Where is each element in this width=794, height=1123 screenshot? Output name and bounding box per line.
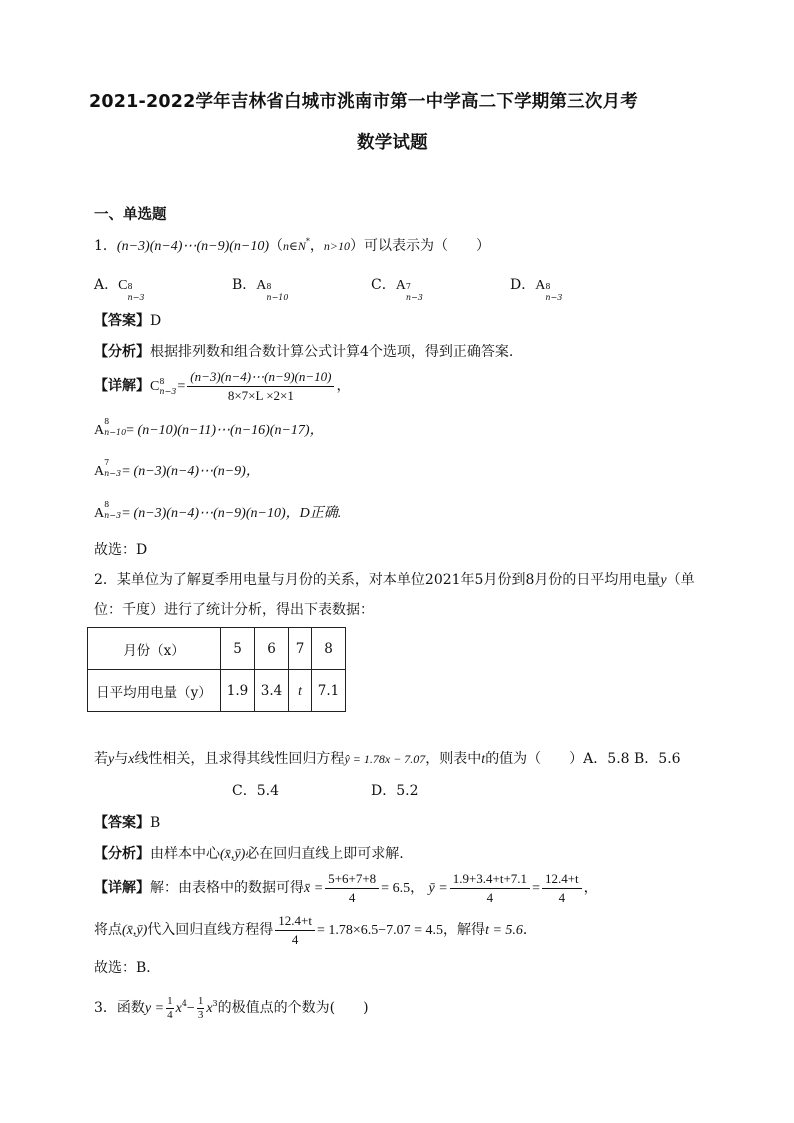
option-symbol: C — [118, 278, 128, 293]
fraction-denominator: 8×7×L ×2×1 — [227, 387, 294, 403]
fraction-numerator: 1 — [197, 994, 204, 1007]
q2-var-t: t — [481, 752, 486, 767]
option-letter: D． — [510, 277, 536, 293]
detail-text: 将点 — [94, 922, 122, 938]
equals: = — [532, 881, 540, 896]
answer-label: 【答案】 — [94, 313, 150, 329]
table-row — [88, 670, 346, 712]
q2-condition — [94, 749, 681, 770]
section-heading: 一、单选题 — [94, 207, 167, 223]
q1-option-d — [510, 275, 563, 302]
detail-label: 【详解】 — [94, 880, 150, 896]
q2-cond-text: 与 — [114, 751, 129, 767]
ybar-symbol: ȳ = — [428, 881, 448, 896]
q1-cond-sep: ， — [309, 238, 324, 254]
q2-var-y: y — [108, 752, 115, 767]
fraction-denominator: 4 — [486, 889, 494, 905]
q3-y-equals: y = — [144, 1001, 165, 1016]
fraction-numerator: (n−3)(n−4)⋯(n−9)(n−10) — [187, 369, 334, 387]
option-sup: 8 — [266, 282, 272, 291]
q1-expression: (n−3)(n−4)⋯(n−9)(n−10) — [116, 239, 270, 254]
table-cell: 7.1 — [312, 670, 346, 712]
q2-analysis — [94, 844, 404, 865]
q1-option-b — [232, 275, 289, 302]
q2-cond-options: 的值为（ ）A．5.8 B．5.6 — [485, 751, 681, 767]
q2-cond-text: 若 — [94, 751, 108, 767]
option-letter: A． — [94, 277, 119, 293]
option-symbol: A — [395, 278, 406, 293]
option-symbol: A — [535, 278, 546, 293]
fraction-numerator: 12.4+t — [542, 871, 582, 889]
q1-stem — [94, 232, 490, 257]
option-sup: 7 — [405, 282, 411, 291]
option-sup: 8 — [127, 282, 133, 291]
q1-detail-expr2: (n−10)(n−11)⋯(n−16)(n−17)， — [137, 423, 324, 438]
q1-cond-close: ） — [350, 238, 365, 254]
perm-sup: 7 — [104, 458, 110, 467]
option-sub: n−3 — [545, 293, 563, 302]
fraction-numerator: 1 — [167, 994, 173, 1007]
q1-condition-star: * — [305, 237, 310, 246]
q2-stem-tail: （单 — [666, 572, 695, 588]
q2-choose — [94, 958, 160, 978]
table-cell: 5 — [221, 628, 255, 670]
ybar-fraction-2 — [542, 871, 582, 906]
table-cell: 6 — [255, 628, 289, 670]
q1-detail-expr3: (n−3)(n−4)⋯(n−9)， — [133, 464, 260, 479]
q3-exponent: 3 — [212, 999, 218, 1008]
q1-cond-open: （ — [269, 238, 284, 254]
q1-detail-line2: A 8 n−10 = (n−10)(n−11)⋯(n−16)(n−17)， — [94, 420, 324, 441]
fraction-denominator: 4 — [291, 931, 299, 947]
option-letter: B． — [232, 277, 257, 293]
choose-value: B． — [136, 960, 161, 976]
option-symbol: A — [256, 278, 267, 293]
q1-detail-fraction — [187, 369, 334, 404]
q2-option-c: C．5.4 — [232, 783, 279, 799]
detail-text: 解：由表格中的数据可得 — [150, 880, 304, 896]
answer-value: D — [150, 313, 162, 329]
fraction-numerator: 1.9+3.4+t+7.1 — [450, 871, 530, 889]
q1-number: 1． — [94, 238, 117, 254]
q2-data-table — [87, 627, 346, 712]
document-title: 2021-2022学年吉林省白城市洮南市第一中学高二下学期第三次月考 — [89, 92, 638, 112]
q2-answer — [94, 813, 160, 833]
analysis-label: 【分析】 — [94, 846, 150, 862]
substitution-calc: = 1.78×6.5−7.07 = 4.5，解得 — [316, 923, 486, 938]
q1-detail-line4: A 8 n−3 = (n−3)(n−4)⋯(n−9)(n−10)，D正确. — [94, 503, 341, 524]
answer-label: 【答案】 — [94, 815, 150, 831]
option-letter: C． — [371, 277, 396, 293]
document-subtitle: 数学试题 — [357, 133, 428, 153]
sample-center-point: (x̄,ȳ) — [122, 923, 148, 938]
table-cell: t — [289, 670, 312, 712]
perm-sup: 8 — [104, 500, 110, 509]
q2-cond-text: 线性相关，且求得其线性回归方程 — [134, 751, 345, 767]
ybar-fraction — [450, 871, 530, 906]
analysis-text: 由样本中心 — [150, 846, 220, 862]
xbar-fraction — [325, 871, 379, 906]
q1-condition-2: n>10 — [323, 239, 351, 253]
analysis-label: 【分析】 — [94, 344, 150, 360]
table-cell: 7 — [289, 628, 312, 670]
perm-sub: n−10 — [104, 428, 127, 437]
q1-detail-line3: A 7 n−3 = (n−3)(n−4)⋯(n−9)， — [94, 461, 260, 482]
option-sub: n−3 — [127, 293, 145, 302]
xbar-symbol: x̄ = — [304, 881, 324, 896]
q2-regression-equation: ŷ = 1.78x − 7.07 — [344, 752, 426, 766]
q3-var-x: x — [175, 1001, 182, 1016]
q1-detail-line1: 【详解】C 8 n−3 = $\frac{(n-3)(n-4)\cdots(n-9)(n-10)}{8\times 7\times L \times 2\times 1}$ ， — [94, 368, 350, 405]
q1-detail-expr4: (n−3)(n−4)⋯(n−9)(n−10)，D正确. — [133, 506, 342, 521]
q2-number: 2． — [94, 572, 117, 588]
table-cell: 1.9 — [221, 670, 255, 712]
option-sub: n−3 — [405, 293, 423, 302]
q1-tail: 可以表示为（ ） — [364, 238, 491, 254]
table-row-header: 日平均用电量（y） — [88, 670, 221, 712]
fraction-denominator: 4 — [348, 889, 356, 905]
combination-sub: n−3 — [159, 387, 177, 396]
q3-number: 3． — [94, 1000, 117, 1016]
option-sup: 8 — [545, 282, 551, 291]
q2-stem-line1 — [94, 570, 695, 591]
q2-var-y: y — [660, 573, 667, 588]
q1-answer — [94, 311, 161, 331]
q1-analysis — [94, 342, 513, 362]
q1-option-a — [94, 275, 145, 302]
fraction-denominator: 4 — [167, 1008, 173, 1021]
q2-option-d: D．5.2 — [371, 783, 419, 799]
table-row-header: 月份（x） — [88, 628, 221, 670]
fraction-numerator: 12.4+t — [275, 913, 315, 931]
xbar-result: = 6.5， — [381, 881, 425, 896]
combination-symbol: C — [150, 379, 160, 394]
q3-text: 函数 — [116, 1000, 145, 1016]
analysis-text: 根据排列数和组合数计算公式计算4个选项，得到正确答案. — [150, 344, 514, 360]
q2-stem-text: 某单位为了解夏季用电量与月份的关系，对本单位2021年5月份到8月份的日平均用电量 — [116, 572, 661, 588]
q1-detail-tail: ， — [336, 378, 351, 394]
choose-label: 故选： — [94, 542, 136, 558]
q3-exponent: 4 — [181, 999, 187, 1008]
answer-value: B — [150, 815, 161, 831]
substitution-fraction — [275, 913, 315, 948]
q1-condition: n∈N — [283, 239, 306, 253]
q3-stem — [94, 986, 369, 1027]
t-result: t = 5.6 — [485, 923, 523, 938]
choose-value: D — [136, 542, 148, 558]
q2-substitution — [94, 912, 537, 949]
perm-sub: n−3 — [104, 511, 122, 520]
q3-minus: − — [186, 1001, 195, 1016]
punct: ． — [522, 922, 537, 938]
option-sub: n−10 — [266, 293, 289, 302]
analysis-text: 必在回归直线上即可求解. — [245, 846, 404, 862]
punct: ， — [583, 880, 598, 896]
q3-fraction-2 — [197, 995, 205, 1022]
q1-choose — [94, 540, 147, 560]
detail-text: 代入回归直线方程得 — [147, 922, 274, 938]
q3-fraction-1 — [166, 995, 174, 1022]
q3-tail: 的极值点的个数为( ) — [217, 1000, 369, 1016]
q2-stem-line2: 位：千度）进行了统计分析，得出下表数据： — [94, 602, 374, 618]
sample-center-point: (x̄,ȳ) — [220, 847, 246, 862]
choose-label: 故选： — [94, 960, 136, 976]
fraction-denominator: 3 — [197, 1008, 204, 1021]
detail-label: 【详解】 — [94, 378, 150, 394]
table-row — [88, 628, 346, 670]
q2-detail — [94, 870, 598, 907]
table-cell: 3.4 — [255, 670, 289, 712]
perm-sub: n−3 — [104, 469, 122, 478]
q1-option-c — [371, 275, 424, 302]
perm-sup: 8 — [104, 417, 110, 426]
table-cell: 8 — [312, 628, 346, 670]
fraction-denominator: 4 — [558, 889, 566, 905]
fraction-numerator: 5+6+7+8 — [325, 871, 379, 889]
combination-sup: 8 — [159, 377, 165, 386]
q2-var-x: x — [128, 752, 135, 767]
q2-cond-text: ，则表中 — [425, 751, 482, 767]
q3-var-x: x — [206, 1001, 213, 1016]
